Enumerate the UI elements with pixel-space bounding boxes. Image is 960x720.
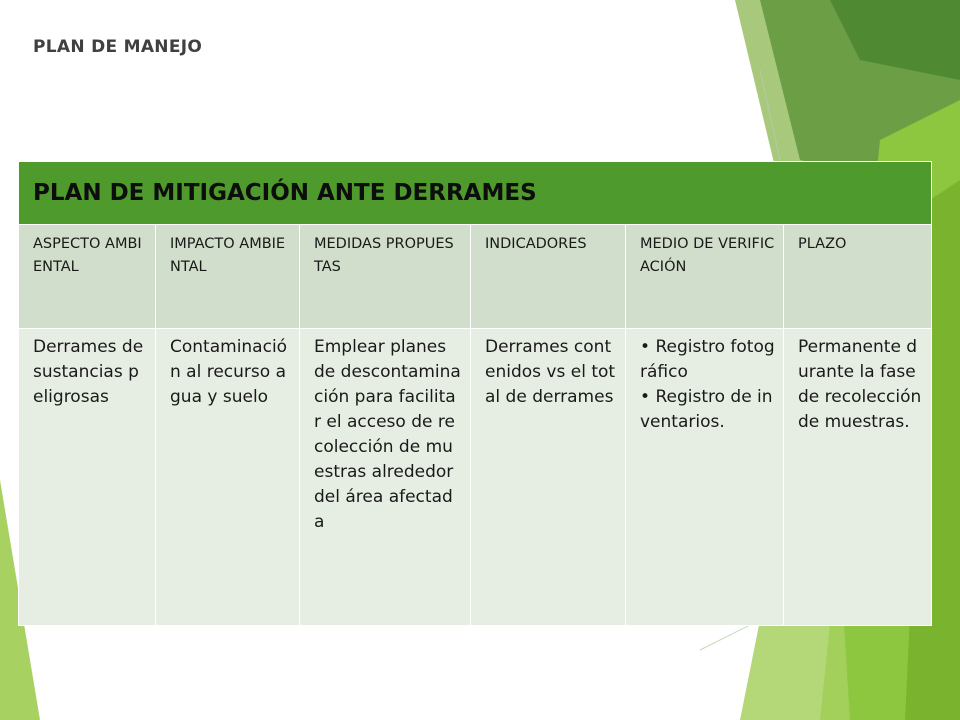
cell-plazo: Permanente durante la fase de recolección de muestras. (784, 329, 932, 626)
cell-verificacion (626, 329, 784, 626)
table-caption: PLAN DE MITIGACIÓN ANTE DERRAMES (19, 162, 932, 225)
cell-indicadores: Derrames contenidos vs el total de derrames (471, 329, 626, 626)
header-aspecto-ambiental: ASPECTO AMBIENTAL (19, 225, 156, 329)
slide-title: PLAN DE MANEJO (33, 37, 203, 57)
verification-item: • Registro fotográfico (640, 335, 775, 385)
cell-aspecto: Derrames de sustancias peligrosas (19, 329, 156, 626)
cell-impacto: Contaminación al recurso agua y suelo (156, 329, 300, 626)
header-medidas-propuestas: MEDIDAS PROPUESTAS (300, 225, 471, 329)
header-indicadores: INDICADORES (471, 225, 626, 329)
header-impacto-ambiental: IMPACTO AMBIENTAL (156, 225, 300, 329)
verification-item: • Registro de inventarios. (640, 385, 775, 435)
verification-list (640, 335, 775, 435)
header-plazo: PLAZO (784, 225, 932, 329)
cell-medidas: Emplear planes de descontaminación para facilitar el acceso de recolección de muestras alrededor del área afectada (300, 329, 471, 626)
header-medio-de-verificacion: MEDIO DE VERIFICACIÓN (626, 225, 784, 329)
mitigation-plan-table (18, 161, 932, 626)
